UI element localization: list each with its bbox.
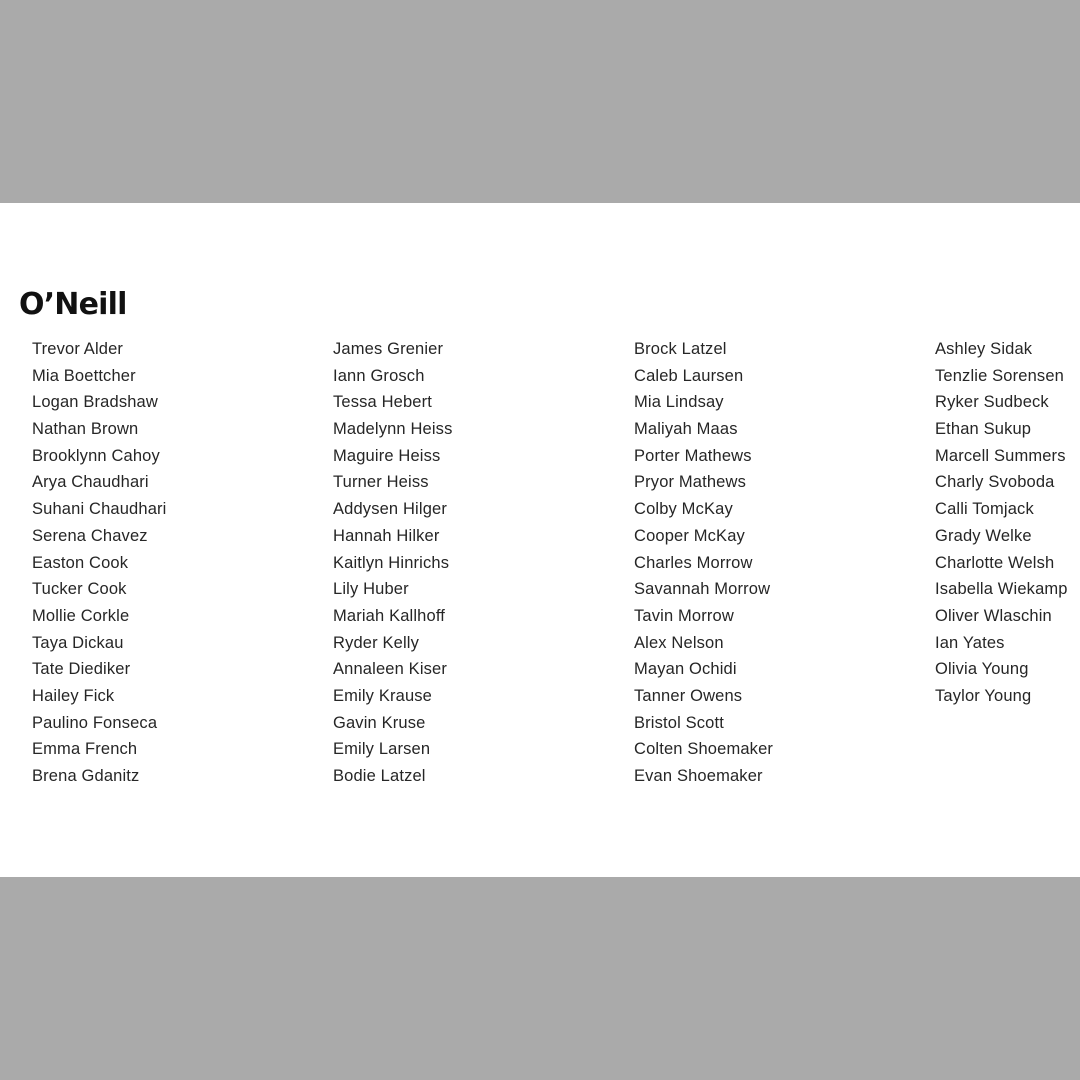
list-item: Gavin Kruse xyxy=(333,713,426,732)
list-item: Olivia Young xyxy=(935,660,1029,679)
list-item: Brooklynn Cahoy xyxy=(32,446,160,465)
list-item: Emily Krause xyxy=(333,686,432,705)
list-item: Taya Dickau xyxy=(32,633,124,652)
list-item: Suhani Chaudhari xyxy=(32,500,167,519)
list-item: Cooper McKay xyxy=(634,526,745,545)
list-item: Lily Huber xyxy=(333,580,409,599)
list-item: Addysen Hilger xyxy=(333,500,447,519)
list-item: Ian Yates xyxy=(935,633,1005,652)
list-item: Tavin Morrow xyxy=(634,606,734,625)
list-item: Trevor Alder xyxy=(32,340,124,358)
list-item: Ethan Sukup xyxy=(935,420,1032,439)
list-item: Pryor Mathews xyxy=(634,473,746,492)
list-item: Ashley Sidak xyxy=(935,340,1033,358)
list-item: Tessa Hebert xyxy=(333,393,433,412)
list-item: Tenzlie Sorensen xyxy=(935,366,1064,385)
list-item: Turner Heiss xyxy=(333,473,429,492)
list-item: Savannah Morrow xyxy=(634,580,771,599)
list-item: Tanner Owens xyxy=(634,686,743,705)
list-item: Hannah Hilker xyxy=(333,526,440,545)
list-item: Maguire Heiss xyxy=(333,446,441,465)
list-item: Paulino Fonseca xyxy=(32,713,158,732)
list-item: Annaleen Kiser xyxy=(333,660,448,679)
list-item: Ryker Sudbeck xyxy=(935,393,1049,412)
list-item: Hailey Fick xyxy=(32,686,115,705)
list-item: Colby McKay xyxy=(634,500,733,519)
list-item: Brena Gdanitz xyxy=(32,767,140,785)
list-item: Charles Morrow xyxy=(634,553,753,572)
list-item: Iann Grosch xyxy=(333,366,425,385)
section-heading: O’Neill xyxy=(19,287,127,322)
list-item: Tucker Cook xyxy=(32,580,127,599)
list-item: Nathan Brown xyxy=(32,420,139,439)
list-item: Bristol Scott xyxy=(634,713,724,732)
list-item: Bodie Latzel xyxy=(333,767,426,785)
name-column-4 xyxy=(935,336,1068,710)
list-item: Serena Chavez xyxy=(32,526,148,545)
name-column-1 xyxy=(32,336,167,790)
list-item: Kaitlyn Hinrichs xyxy=(333,553,450,572)
list-item: Easton Cook xyxy=(32,553,129,572)
list-item: Mia Lindsay xyxy=(634,393,724,412)
list-item: Emily Larsen xyxy=(333,740,431,759)
list-item: Evan Shoemaker xyxy=(634,767,763,785)
list-item: Arya Chaudhari xyxy=(32,473,149,492)
bottom-gray-band xyxy=(0,877,1080,1080)
list-item: Mollie Corkle xyxy=(32,606,130,625)
list-item: Mia Boettcher xyxy=(32,366,136,385)
list-item: Isabella Wiekamp xyxy=(935,580,1068,599)
list-item: Charlotte Welsh xyxy=(935,553,1055,572)
top-gray-band xyxy=(0,0,1080,203)
list-item: Emma French xyxy=(32,740,138,759)
list-item: Grady Welke xyxy=(935,526,1032,545)
list-item: Ryder Kelly xyxy=(333,633,420,652)
list-item: Brock Latzel xyxy=(634,340,727,358)
list-item: Alex Nelson xyxy=(634,633,724,652)
list-item: Oliver Wlaschin xyxy=(935,606,1052,625)
list-item: Colten Shoemaker xyxy=(634,740,774,759)
name-column-3 xyxy=(634,336,773,790)
list-item: Mariah Kallhoff xyxy=(333,606,446,625)
list-item: Maliyah Maas xyxy=(634,420,738,439)
name-list-panel xyxy=(0,203,1080,877)
list-item: Logan Bradshaw xyxy=(32,393,158,412)
list-item: James Grenier xyxy=(333,340,444,358)
list-item: Charly Svoboda xyxy=(935,473,1055,492)
list-item: Taylor Young xyxy=(935,686,1032,705)
list-item: Mayan Ochidi xyxy=(634,660,737,679)
list-item: Madelynn Heiss xyxy=(333,420,453,439)
list-item: Porter Mathews xyxy=(634,446,752,465)
name-column-2 xyxy=(333,336,453,790)
list-item: Tate Diediker xyxy=(32,660,131,679)
list-item: Caleb Laursen xyxy=(634,366,744,385)
list-item: Marcell Summers xyxy=(935,446,1066,465)
list-item: Calli Tomjack xyxy=(935,500,1034,519)
